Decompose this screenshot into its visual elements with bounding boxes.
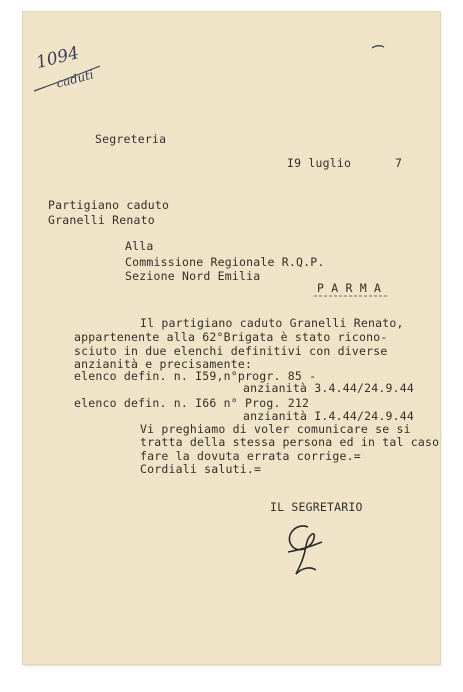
body-line: fare la dovuta errata corrige.=	[140, 449, 361, 463]
body-line: anzianità e precisamente:	[74, 357, 253, 371]
body-line: appartenente alla 62°Brigata è stato ricono-	[74, 330, 388, 344]
body-line: Il partigiano caduto Granelli Renato,	[140, 316, 404, 330]
office-label: Segreteria	[95, 132, 167, 146]
closing-title: IL SEGRETARIO	[270, 500, 363, 514]
subject-line-2: Granelli Renato	[48, 213, 155, 227]
recipient-line-2: Commissione Regionale R.Q.P.	[125, 255, 325, 269]
date-mark: 7	[395, 156, 403, 170]
subject-line-1: Partigiano caduto	[48, 198, 170, 212]
letter-date: I9 luglio	[287, 156, 352, 170]
body-line: Cordiali saluti.=	[140, 462, 262, 476]
archive-number: 1094	[34, 43, 82, 73]
body-line: anzianità I.4.44/24.9.44	[243, 409, 414, 423]
recipient-city: P A R M A	[317, 281, 382, 295]
body-line: sciuto in due elenchi definitivi con diverse	[74, 344, 388, 358]
body-line: tratta della stessa persona ed in tal caso	[140, 435, 440, 449]
signature	[288, 526, 322, 574]
body-line: elenco defin. n. I66 n° Prog. 212	[74, 396, 310, 410]
body-line: elenco defin. n. I59,n°progr. 85 -	[74, 369, 317, 383]
archive-category: caduti	[54, 67, 96, 91]
body-line: Vi preghiamo di voler comunicare se si	[140, 422, 411, 436]
recipient-line-3: Sezione Nord Emilia	[125, 269, 261, 283]
body-line: anzianità 3.4.44/24.9.44	[243, 381, 414, 395]
recipient-line-1: Alla	[125, 239, 154, 253]
